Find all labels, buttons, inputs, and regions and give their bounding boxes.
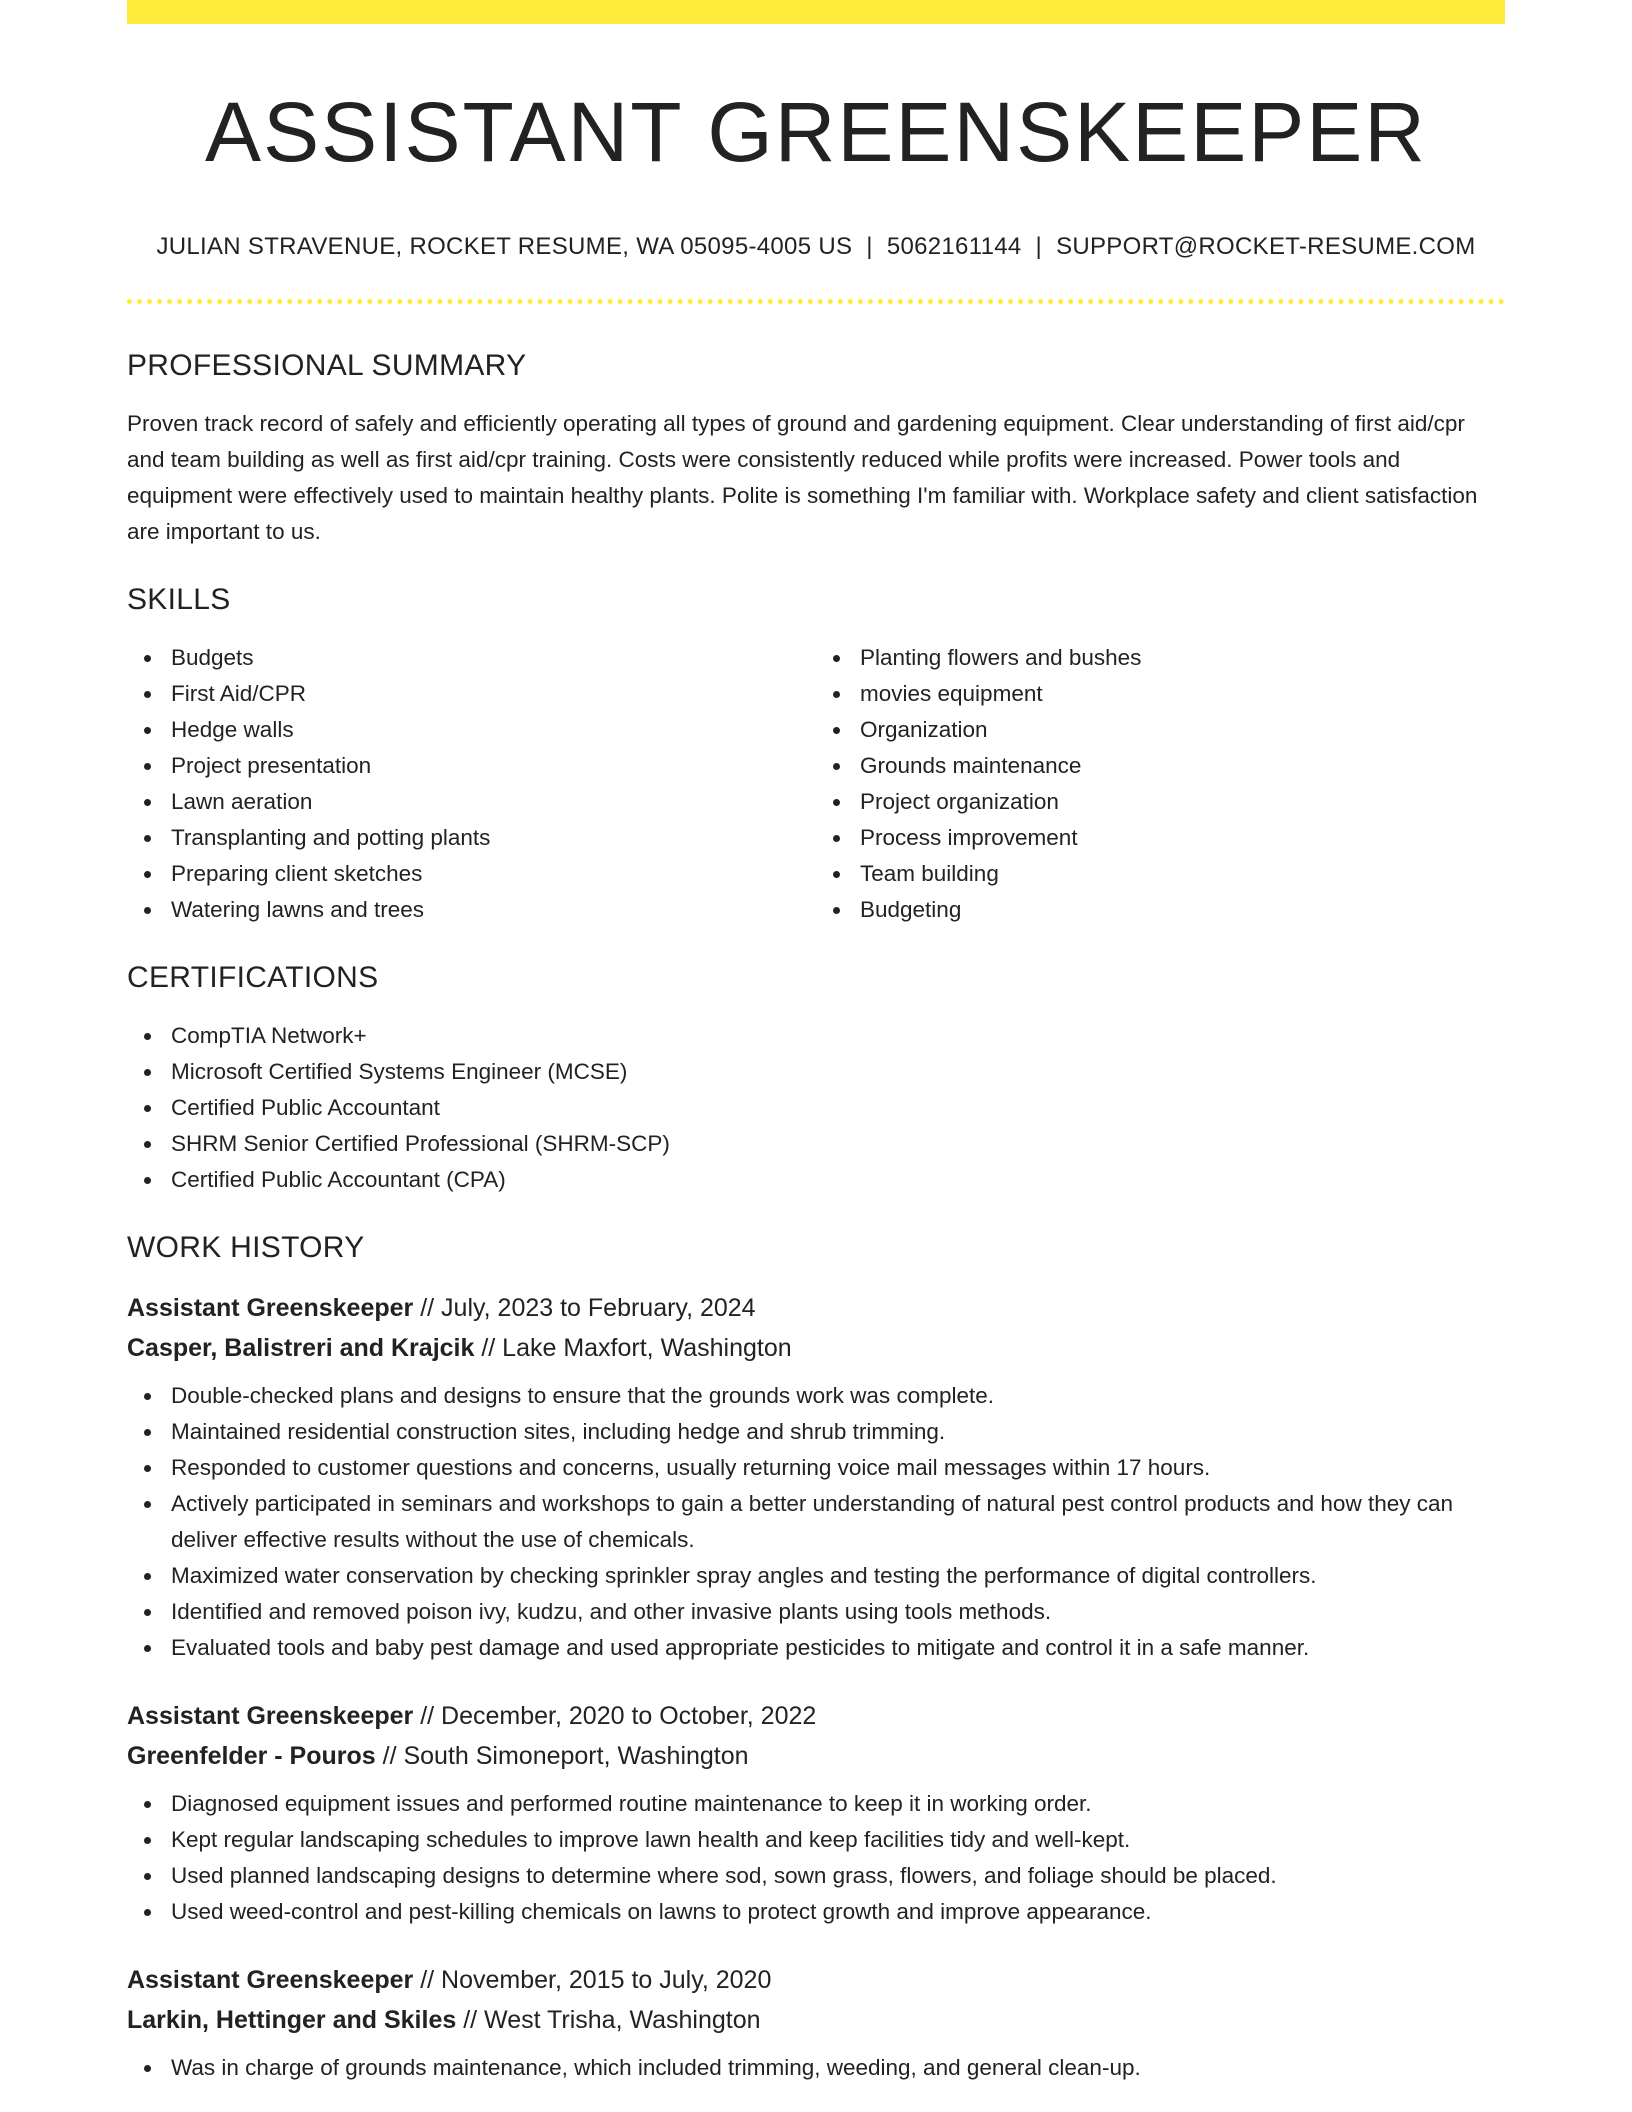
skill-item: Hedge walls — [127, 712, 816, 748]
job-duty: Was in charge of grounds maintenance, which included trimming, weeding, and general clean-up. — [127, 2050, 1505, 2086]
certification-item: Certified Public Accountant — [127, 1090, 1505, 1126]
contact-email: SUPPORT@ROCKET-RESUME.COM — [1056, 233, 1476, 260]
job-duty: Used planned landscaping designs to determine where sod, sown grass, flowers, and foliage should be placed. — [127, 1858, 1505, 1894]
job-duty: Actively participated in seminars and workshops to gain a better understanding of natural pest control products and how they can deliver effective results without the use of chemicals. — [127, 1486, 1505, 1558]
skills-grid — [127, 640, 1505, 928]
skill-item: Budgeting — [816, 892, 1505, 928]
job-entry — [127, 1960, 1505, 2086]
job-duty: Evaluated tools and baby pest damage and used appropriate pesticides to mitigate and control it in a safe manner. — [127, 1630, 1505, 1666]
job-title: Assistant Greenskeeper — [127, 1702, 414, 1730]
contact-address: JULIAN STRAVENUE, ROCKET RESUME, WA 05095-4005 US — [156, 233, 853, 260]
certifications-list — [127, 1018, 1505, 1198]
contact-separator: | — [866, 233, 873, 260]
job-company-line — [127, 1328, 1505, 1368]
job-dates: // December, 2020 to October, 2022 — [413, 1702, 817, 1730]
job-duties-list — [127, 1378, 1505, 1666]
skills-heading: SKILLS — [127, 583, 231, 616]
resume-page — [127, 0, 1505, 2086]
job-title: Assistant Greenskeeper — [127, 1294, 414, 1322]
certifications-heading: CERTIFICATIONS — [127, 961, 379, 994]
accent-top-bar — [127, 0, 1505, 24]
skill-item: Planting flowers and bushes — [816, 640, 1505, 676]
skills-right-column — [816, 640, 1505, 928]
skill-item: Grounds maintenance — [816, 748, 1505, 784]
skill-item: Preparing client sketches — [127, 856, 816, 892]
job-dates: // November, 2015 to July, 2020 — [413, 1966, 772, 1994]
contact-separator: | — [1035, 233, 1043, 260]
job-duty: Responded to customer questions and concerns, usually returning voice mail messages within 17 hours. — [127, 1450, 1505, 1486]
skill-item: Watering lawns and trees — [127, 892, 816, 928]
contact-line — [127, 232, 1505, 262]
work-history-heading: WORK HISTORY — [127, 1231, 365, 1264]
job-duty: Diagnosed equipment issues and performed routine maintenance to keep it in working order. — [127, 1786, 1505, 1822]
job-company-line — [127, 1736, 1505, 1776]
skill-item: Lawn aeration — [127, 784, 816, 820]
job-entry — [127, 1288, 1505, 1666]
job-company: Casper, Balistreri and Krajcik — [127, 1334, 475, 1362]
skills-left-column — [127, 640, 816, 928]
job-dates: // July, 2023 to February, 2024 — [413, 1294, 756, 1322]
job-entry — [127, 1696, 1505, 1930]
job-location: // West Trisha, Washington — [456, 2006, 761, 2034]
skill-item: Process improvement — [816, 820, 1505, 856]
resume-title: ASSISTANT GREENSKEEPER — [205, 85, 1427, 179]
job-duty: Identified and removed poison ivy, kudzu, and other invasive plants using tools methods. — [127, 1594, 1505, 1630]
job-title-line — [127, 1960, 1505, 2000]
job-duty: Maximized water conservation by checking sprinkler spray angles and testing the performance of digital controllers. — [127, 1558, 1505, 1594]
skill-item: Transplanting and potting plants — [127, 820, 816, 856]
summary-text: Proven track record of safely and efficiently operating all types of ground and gardening equipment. Clear understanding of first aid/cpr and team building as well as first aid/cpr training. Costs were consistently reduced while profits were increased. Power tools and equipment were effectively used to maintain healthy plants. Polite is something I'm familiar with. Workplace safety and client satisfaction are important to us. — [127, 411, 1478, 544]
job-duty: Double-checked plans and designs to ensure that the grounds work was complete. — [127, 1378, 1505, 1414]
job-location: // South Simoneport, Washington — [375, 1742, 749, 1770]
job-company-line — [127, 2000, 1505, 2040]
skill-item: Team building — [816, 856, 1505, 892]
skill-item: Budgets — [127, 640, 816, 676]
job-title-line — [127, 1696, 1505, 1736]
job-title-line — [127, 1288, 1505, 1328]
skill-item: movies equipment — [816, 676, 1505, 712]
certification-item: Microsoft Certified Systems Engineer (MCSE) — [127, 1054, 1505, 1090]
job-title: Assistant Greenskeeper — [127, 1966, 414, 1994]
certification-item: Certified Public Accountant (CPA) — [127, 1162, 1505, 1198]
job-company: Larkin, Hettinger and Skiles — [127, 2006, 457, 2034]
certification-item: CompTIA Network+ — [127, 1018, 1505, 1054]
skill-item: Project presentation — [127, 748, 816, 784]
skill-item: Organization — [816, 712, 1505, 748]
contact-phone: 5062161144 — [886, 233, 1022, 260]
summary-heading: PROFESSIONAL SUMMARY — [127, 349, 527, 382]
job-company: Greenfelder - Pouros — [127, 1742, 376, 1770]
job-duty: Kept regular landscaping schedules to improve lawn health and keep facilities tidy and well-kept. — [127, 1822, 1505, 1858]
job-location: // Lake Maxfort, Washington — [474, 1334, 792, 1362]
job-duty: Maintained residential construction sites, including hedge and shrub trimming. — [127, 1414, 1505, 1450]
certification-item: SHRM Senior Certified Professional (SHRM-SCP) — [127, 1126, 1505, 1162]
job-duty: Used weed-control and pest-killing chemicals on lawns to protect growth and improve appearance. — [127, 1894, 1505, 1930]
dotted-divider — [127, 299, 1505, 304]
skill-item: First Aid/CPR — [127, 676, 816, 712]
job-duties-list — [127, 1786, 1505, 1930]
job-duties-list — [127, 2050, 1505, 2086]
skill-item: Project organization — [816, 784, 1505, 820]
